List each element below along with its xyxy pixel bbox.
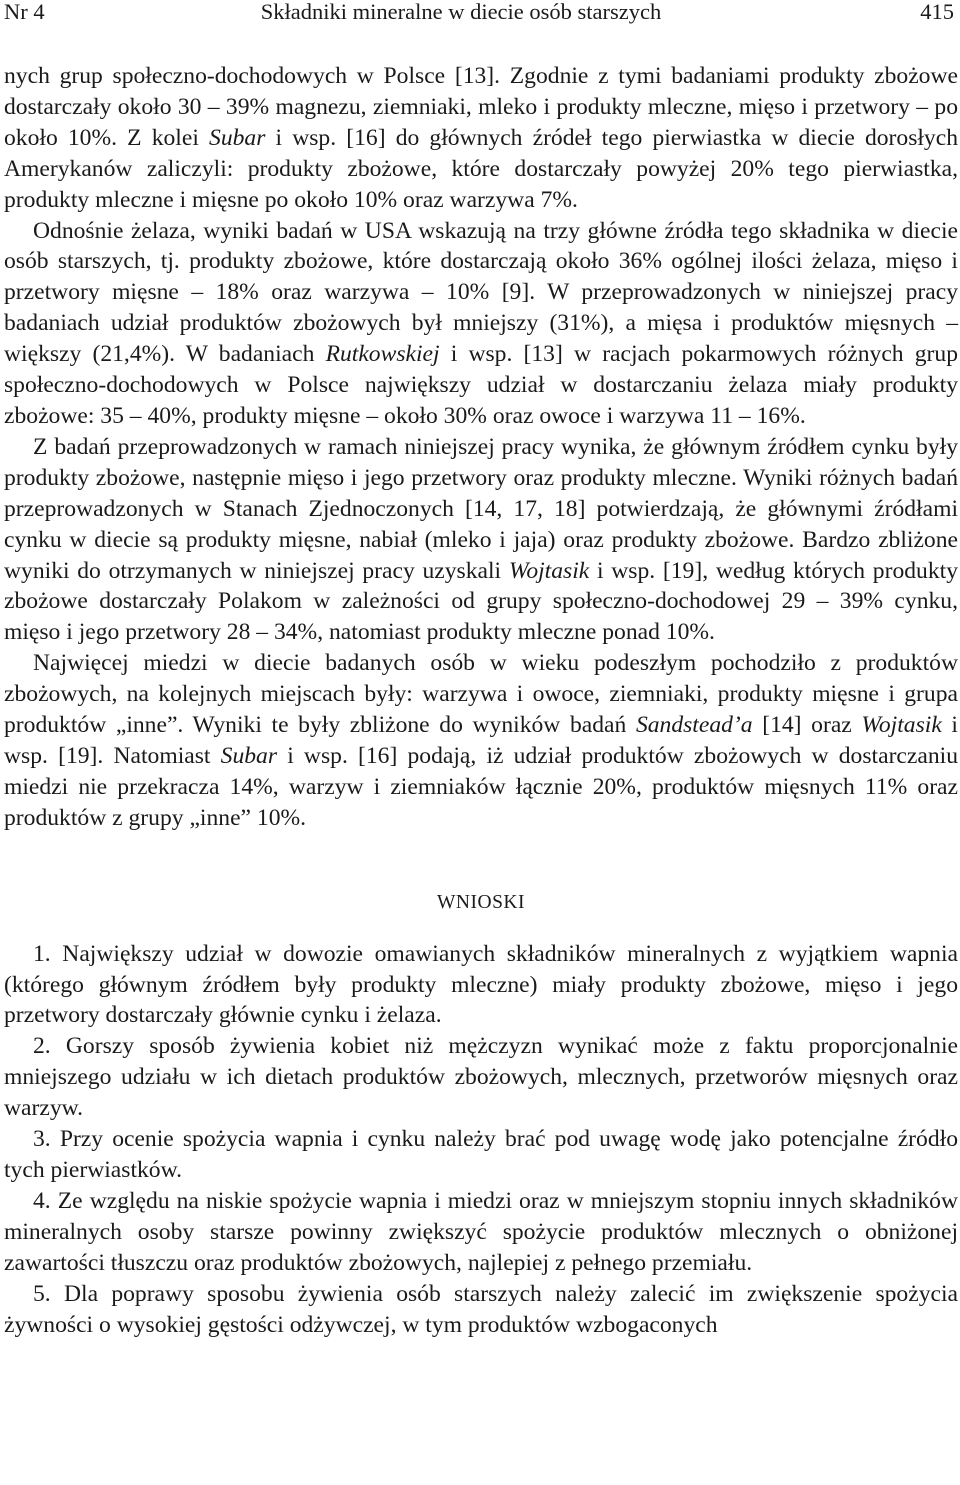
paragraph — [4, 61, 958, 216]
conclusion-item: 4. Ze względu na niskie spożycie wapnia i miedzi oraz w mniejszym stopniu innych składników mineralnych osoby starsze powinny zwiększyć spożycie produktów mlecznych o obniżonej zawartości tłuszczu oraz produktów zbożowych, najlepiej z pełnego przemiału. — [4, 1187, 958, 1276]
paragraph — [4, 648, 958, 833]
running-head — [4, 0, 958, 24]
paragraph-text: i wsp. [19]. Natomiast — [4, 712, 958, 769]
running-title: Składniki mineralne w diecie osób starszych — [260, 0, 662, 24]
conclusion-item: 2. Gorszy sposób żywienia kobiet niż mężczyzn wynikać może z faktu proporcjonalnie mniejszego udziału w ich dietach produktów zbożowych, mlecznych, przetworów mięsnych oraz warzyw. — [4, 1033, 958, 1122]
article-body — [4, 61, 958, 1340]
author-name: Wojtasik — [508, 557, 590, 584]
section-heading: WNIOSKI — [437, 891, 525, 913]
author-name: Sandstead’a — [635, 712, 753, 739]
page-number: 415 — [920, 0, 954, 24]
paragraph-text: i wsp. [13] w racjach pokarmowych różnych grup społeczno-dochodowych w Polsce największy udział w dostarczaniu żelaza miały produkty zbożowe: 35 – 40%, produkty mięsne – około 30% oraz owoce i warzywa 11 – 16%. — [4, 341, 958, 429]
author-name: Subar — [220, 742, 278, 769]
paragraph-text: Z badań przeprowadzonych w ramach niniejszej pracy wynika, że głównym źródłem cynku były produkty zbożowe, następnie mięso i jego przetwory oraz produkty mleczne. Wyniki różnych badań przeprowadzonych w Stanach Zjednoczonych [14, 17, 18] potwierdzają, że głównymi źródłami cynku w diecie są produkty mięsne, nabiał (mleko i jaja) oraz produkty zbożowe. Bardzo zbliżone wyniki do otrzymanych w niniejszej pracy uzyskali — [4, 433, 958, 584]
paragraph — [4, 432, 958, 648]
author-name: Wojtasik — [861, 712, 942, 739]
conclusion-item: 5. Dla poprawy sposobu żywienia osób starszych należy zalecić im zwiększenie spożycia żywności o wysokiej gęstości odżywczej, w tym produktów wzbogaconych — [4, 1280, 958, 1338]
paragraph-text: Odnośnie żelaza, wyniki badań w USA wskazują na trzy główne źródła tego składnika w diecie osób starszych, tj. produkty zbożowe, które dostarczają około 36% ogólnej ilości żelaza, mięso i przetwory mięsne – 18% oraz warzywa – 10% [9]. W przeprowadzonych w niniejszej pracy badaniach udział produktów zbożowych był mniejszy (31%), a mięsa i produktów mięsnych – większy (21,4%). W badaniach — [4, 217, 958, 368]
paragraph-text: i wsp. [16] podają, iż udział produktów zbożowych w dostarczaniu miedzi nie przekracza 14%, warzyw i ziemniaków łącznie 20%, produktów mięsnych 11% oraz produktów z grupy „inne” 10%. — [4, 742, 958, 831]
paragraph-text: i wsp. [19], według których produkty zbożowe dostarczały Polakom w zależności od grupy społeczno-dochodowej 29 – 39% cynku, mięso i jego przetwory 28 – 34%, natomiast produkty mleczne ponad 10%. — [4, 557, 958, 646]
paragraph-text: [14] oraz — [752, 712, 862, 739]
journal-issue-number: Nr 4 — [4, 0, 45, 24]
conclusion-item: 3. Przy ocenie spożycia wapnia i cynku należy brać pod uwagę wodę jako potencjalne źródło tych pierwiastków. — [4, 1126, 958, 1183]
paragraph-text: i wsp. [16] do głównych źródeł tego pierwiastka w diecie dorosłych Amerykanów zaliczyli: produkty zbożowe, które dostarczały powyżej 20% tego pierwiastka, produkty mleczne i mięsne po około 10% oraz warzywa 7%. — [4, 124, 958, 213]
paragraph-text: nych grup społeczno-dochodowych w Polsce [13]. Zgodnie z tymi badaniami produkty zbożowe dostarczały około 30 – 39% magnezu, ziemniaki, mleko i produkty mleczne, mięso i przetwory – po około 10%. Z kolei — [4, 63, 958, 151]
author-name: Subar — [209, 124, 266, 151]
paragraph-text: Najwięcej miedzi w diecie badanych osób w wieku podeszłym pochodziło z produktów zbożowych, na kolejnych miejscach były: warzywa i owoce, ziemniaki, produkty mięsne i grupa produktów „inne”. Wyniki te były zbliżone do wyników badań — [4, 650, 958, 739]
conclusion-item: 1. Największy udział w dowozie omawianych składników mineralnych z wyjątkiem wapnia (którego głównym źródłem były produkty mleczne) miały produkty zbożowe, mięso i jego przetwory dostarczały głównie cynku i żelaza. — [4, 940, 958, 1029]
author-name: Rutkowskiej — [325, 341, 440, 368]
paragraph — [4, 216, 958, 432]
